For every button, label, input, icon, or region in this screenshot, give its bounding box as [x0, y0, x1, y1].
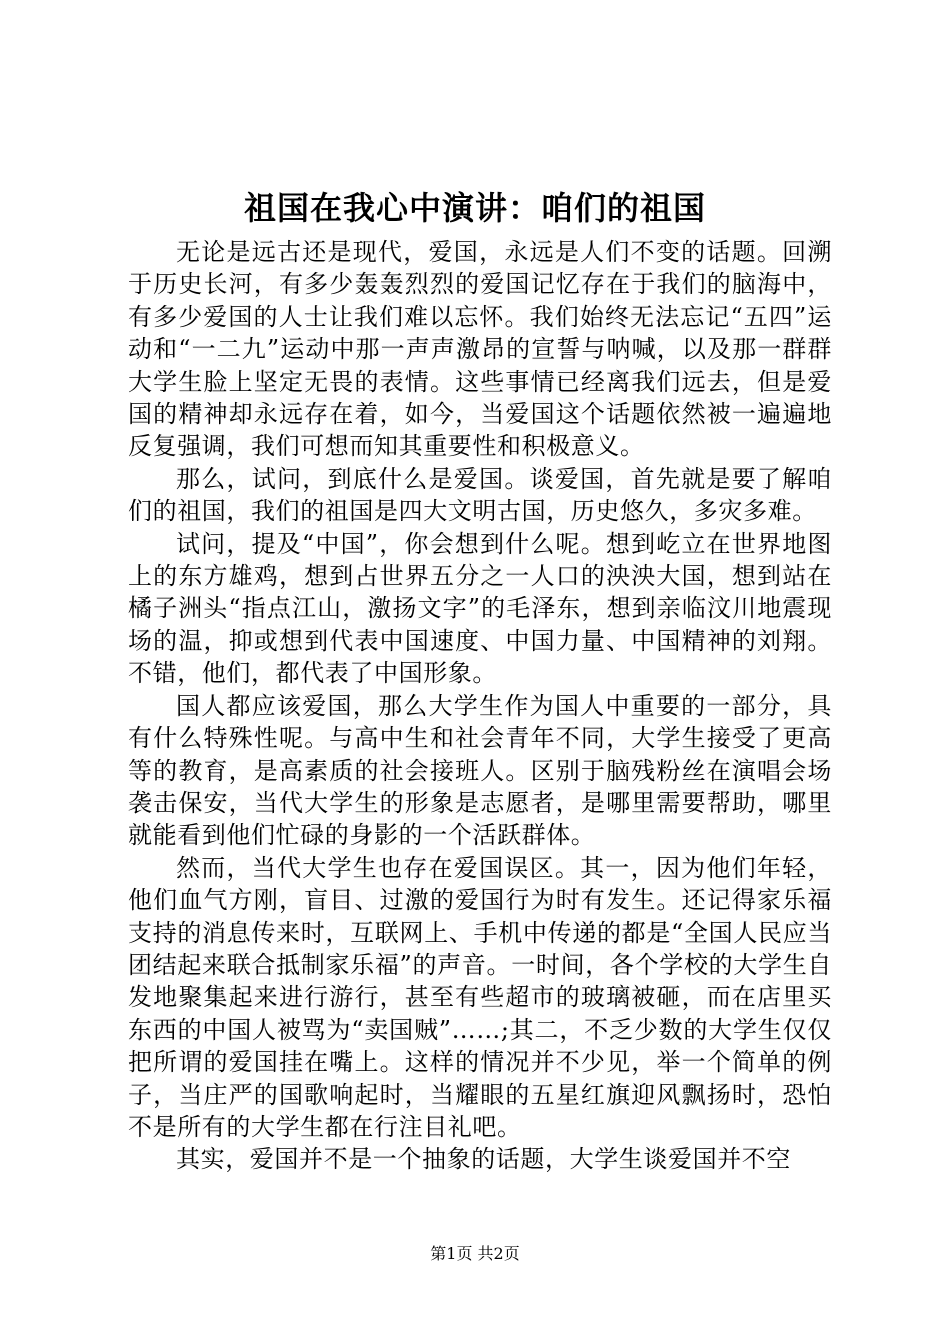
paragraph-6: 其实，爱国并不是一个抽象的话题，大学生谈爱国并不空	[176, 1145, 791, 1174]
paragraph-1: 无论是远古还是现代，爱国，永远是人们不变的话题。回溯于历史长河，有多少轰轰烈烈的爱国记忆存在于我们的脑海中，有多少爱国的人士让我们难以忘怀。我们始终无法忘记“五四”运动和“一二九”运动中那一声声激昂的宣誓与呐喊，以及那一群群大学生脸上坚定无畏的表情。这些事情已经离我们远去，但是爱国的精神却永远存在着，如今，当爱国这个话题依然被一遍遍地反复强调，我们可想而知其重要性和积极意义。	[128, 238, 832, 461]
document-body	[128, 236, 832, 1176]
paragraph-4: 国人都应该爱国，那么大学生作为国人中重要的一部分，具有什么特殊性呢。与高中生和社会青年不同，大学生接受了更高等的教育，是高素质的社会接班人。区别于脑残粉丝在演唱会场袭击保安，当代大学生的形象是志愿者，是哪里需要帮助，哪里就能看到他们忙碌的身影的一个活跃群体。	[128, 691, 832, 850]
page-number-footer: 第1页 共2页	[430, 1244, 520, 1263]
paragraph-2: 那么，试问，到底什么是爱国。谈爱国，首先就是要了解咱们的祖国，我们的祖国是四大文明古国，历史悠久，多灾多难。	[128, 464, 832, 526]
page-title: 祖国在我心中演讲：咱们的祖国	[243, 189, 706, 227]
paragraph-5: 然而，当代大学生也存在爱国误区。其一，因为他们年轻，他们血气方刚，盲目、过激的爱国行为时有发生。还记得家乐福支持的消息传来时，互联网上、手机中传递的都是“全国人民应当团结起来联合抵制家乐福”的声音。一时间，各个学校的大学生自发地聚集起来进行游行，甚至有些超市的玻璃被砸，而在店里买东西的中国人被骂为“卖国贼”……;其二，不乏少数的大学生仅仅把所谓的爱国挂在嘴上。这样的情况并不少见，举一个简单的例子，当庄严的国歌响起时，当耀眼的五星红旗迎风飘扬时，恐怕不是所有的大学生都在行注目礼吧。	[128, 853, 832, 1141]
paragraph-3: 试问，提及“中国”，你会想到什么呢。想到屹立在世界地图上的东方雄鸡，想到占世界五分之一人口的泱泱大国，想到站在橘子洲头“指点江山，激扬文字”的毛泽东，想到亲临汶川地震现场的温，抑或想到代表中国速度、中国力量、中国精神的刘翔。不错，他们，都代表了中国形象。	[128, 529, 832, 688]
